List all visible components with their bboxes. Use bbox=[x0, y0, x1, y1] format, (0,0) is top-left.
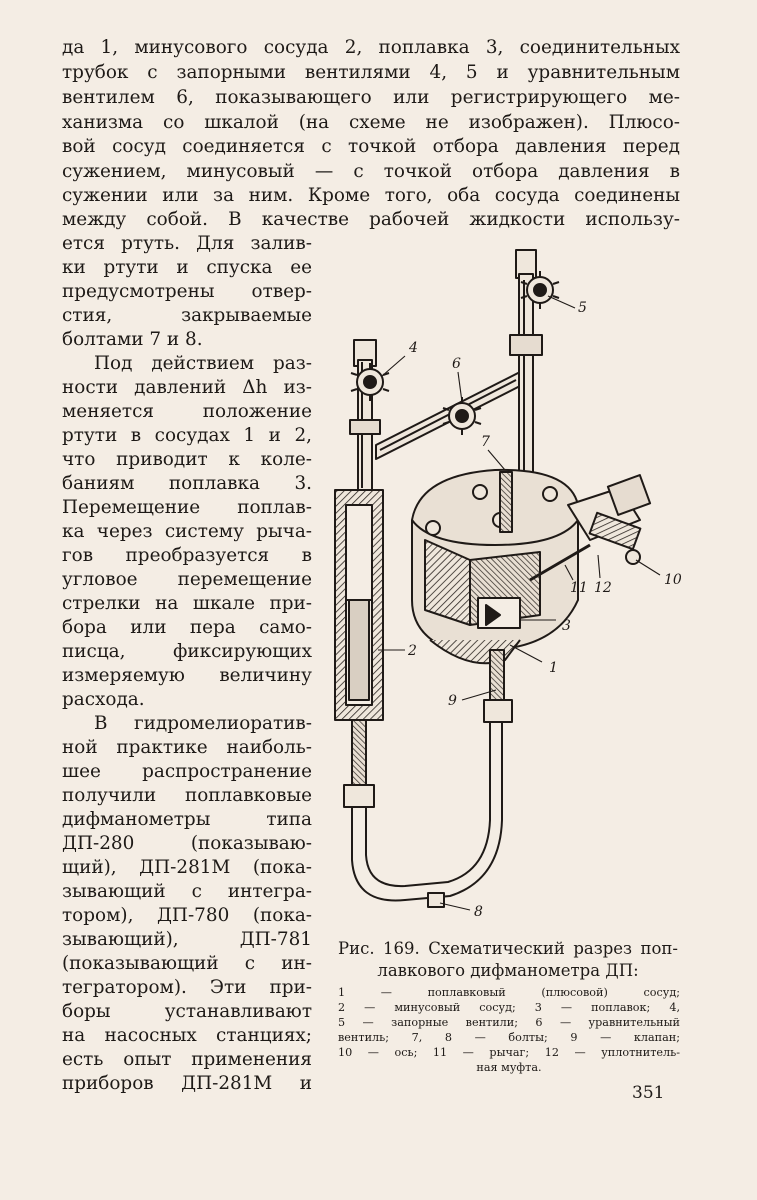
text-line: писца, фиксирующих bbox=[62, 641, 312, 662]
bolt-7 bbox=[500, 472, 512, 532]
text-line: зывающий с интегра- bbox=[62, 881, 312, 902]
text-line: на насосных станциях; bbox=[62, 1025, 312, 1046]
page-number: 351 bbox=[632, 1083, 665, 1103]
minus-vessel-2 bbox=[335, 490, 383, 807]
text-line: ности давлений Δh из- bbox=[62, 377, 312, 398]
callout-2: 2 bbox=[408, 643, 417, 659]
text-line: дифманометры типа bbox=[62, 809, 312, 830]
text-line: что приводит к коле- bbox=[62, 449, 312, 470]
text-line: приборов ДП-281М и bbox=[62, 1073, 312, 1094]
text-line: щий), ДП-281М (пока- bbox=[62, 857, 312, 878]
equalizing-pipe bbox=[376, 372, 520, 459]
left-impulse-tube bbox=[350, 340, 380, 490]
callout-10: 10 bbox=[664, 572, 682, 588]
text-line: бора или пера само- bbox=[62, 617, 312, 638]
callout-9: 9 bbox=[448, 693, 457, 709]
callout-6: 6 bbox=[452, 356, 461, 372]
figure-caption-title: Рис. 169. Схематический разрез поп- bbox=[338, 939, 678, 958]
text-line: измеряемую величину bbox=[62, 665, 312, 686]
text-line: да 1, минусового сосуда 2, поплавка 3, соединительных bbox=[62, 37, 680, 58]
text-line: (показывающий с ин- bbox=[62, 953, 312, 974]
text-line: вентилем 6, показывающего или регистрирующего ме- bbox=[62, 87, 680, 108]
text-line: ки ртути и спуска ее bbox=[62, 257, 312, 278]
figure-caption-title: лавкового дифманометра ДП: bbox=[377, 961, 639, 980]
text-line: зывающий), ДП-781 bbox=[62, 929, 312, 950]
text-line: ется ртуть. Для залив- bbox=[62, 233, 312, 254]
text-line: ДП-280 (показываю- bbox=[62, 833, 312, 854]
text-line: ханизма со шкалой (на схеме не изображен). Плюсо- bbox=[62, 112, 680, 133]
text-line: баниям поплавка 3. bbox=[62, 473, 312, 494]
text-line: Под действием раз- bbox=[94, 353, 312, 374]
figure-legend-line: 10 — ось; 11 — рычаг; 12 — уплотнитель- bbox=[338, 1046, 680, 1059]
text-line: между собой. В качестве рабочей жидкости использу- bbox=[62, 209, 680, 230]
text-line: В гидромелиоратив- bbox=[94, 713, 312, 734]
text-line: ртути в сосудах 1 и 2, bbox=[62, 425, 312, 446]
callout-4: 4 bbox=[409, 340, 418, 356]
text-line: вой сосуд соединяется с точкой отбора давления перед bbox=[62, 136, 680, 157]
text-line: меняется положение bbox=[62, 401, 312, 422]
text-line: угловое перемещение bbox=[62, 569, 312, 590]
text-line: есть опыт применения bbox=[62, 1049, 312, 1070]
figure-legend-line: вентиль; 7, 8 — болты; 9 — клапан; bbox=[338, 1031, 680, 1044]
callout-7: 7 bbox=[481, 434, 490, 450]
text-line: тором), ДП-780 (пока- bbox=[62, 905, 312, 926]
text-line: получили поплавковые bbox=[62, 785, 312, 806]
callout-12: 12 bbox=[594, 580, 612, 596]
figure-legend-line: 5 — запорные вентили; 6 — уравнительный bbox=[338, 1016, 680, 1029]
text-line: сужением, минусовый — с точкой отбора давления в bbox=[62, 161, 680, 182]
manometer-diagram bbox=[318, 240, 688, 930]
text-line: болтами 7 и 8. bbox=[62, 329, 203, 350]
callout-1: 1 bbox=[549, 660, 558, 676]
callout-3: 3 bbox=[562, 618, 571, 634]
text-line: гов преобразуется в bbox=[62, 545, 312, 566]
text-line: стрелки на шкале при- bbox=[62, 593, 312, 614]
callout-5: 5 bbox=[578, 300, 587, 316]
figure-legend-line: ная муфта. bbox=[476, 1061, 542, 1074]
callout-8: 8 bbox=[474, 904, 483, 920]
text-line: трубок с запорными вентилями 4, 5 и уравнительным bbox=[62, 62, 680, 83]
bolt-8 bbox=[428, 893, 444, 907]
figure-legend-line: 2 — минусовый сосуд; 3 — поплавок; 4, bbox=[338, 1001, 680, 1014]
callout-11: 11 bbox=[570, 580, 588, 596]
text-line: стия, закрываемые bbox=[62, 305, 312, 326]
text-line: боры устанавливают bbox=[62, 1001, 312, 1022]
text-line: ной практике наиболь- bbox=[62, 737, 312, 758]
text-line: сужении или за ним. Кроме того, оба сосуда соединены bbox=[62, 185, 680, 206]
text-line: шее распространение bbox=[62, 761, 312, 782]
text-line: тегратором). Эти при- bbox=[62, 977, 312, 998]
figure-legend-line: 1 — поплавковый (плюсовой) сосуд; bbox=[338, 986, 680, 999]
text-line: Перемещение поплав- bbox=[62, 497, 312, 518]
shutoff-valve-4 bbox=[351, 363, 389, 401]
text-line: расхода. bbox=[62, 689, 145, 710]
text-line: предусмотрены отвер- bbox=[62, 281, 312, 302]
text-line: ка через систему рыча- bbox=[62, 521, 312, 542]
connecting-u-pipe bbox=[352, 722, 502, 901]
